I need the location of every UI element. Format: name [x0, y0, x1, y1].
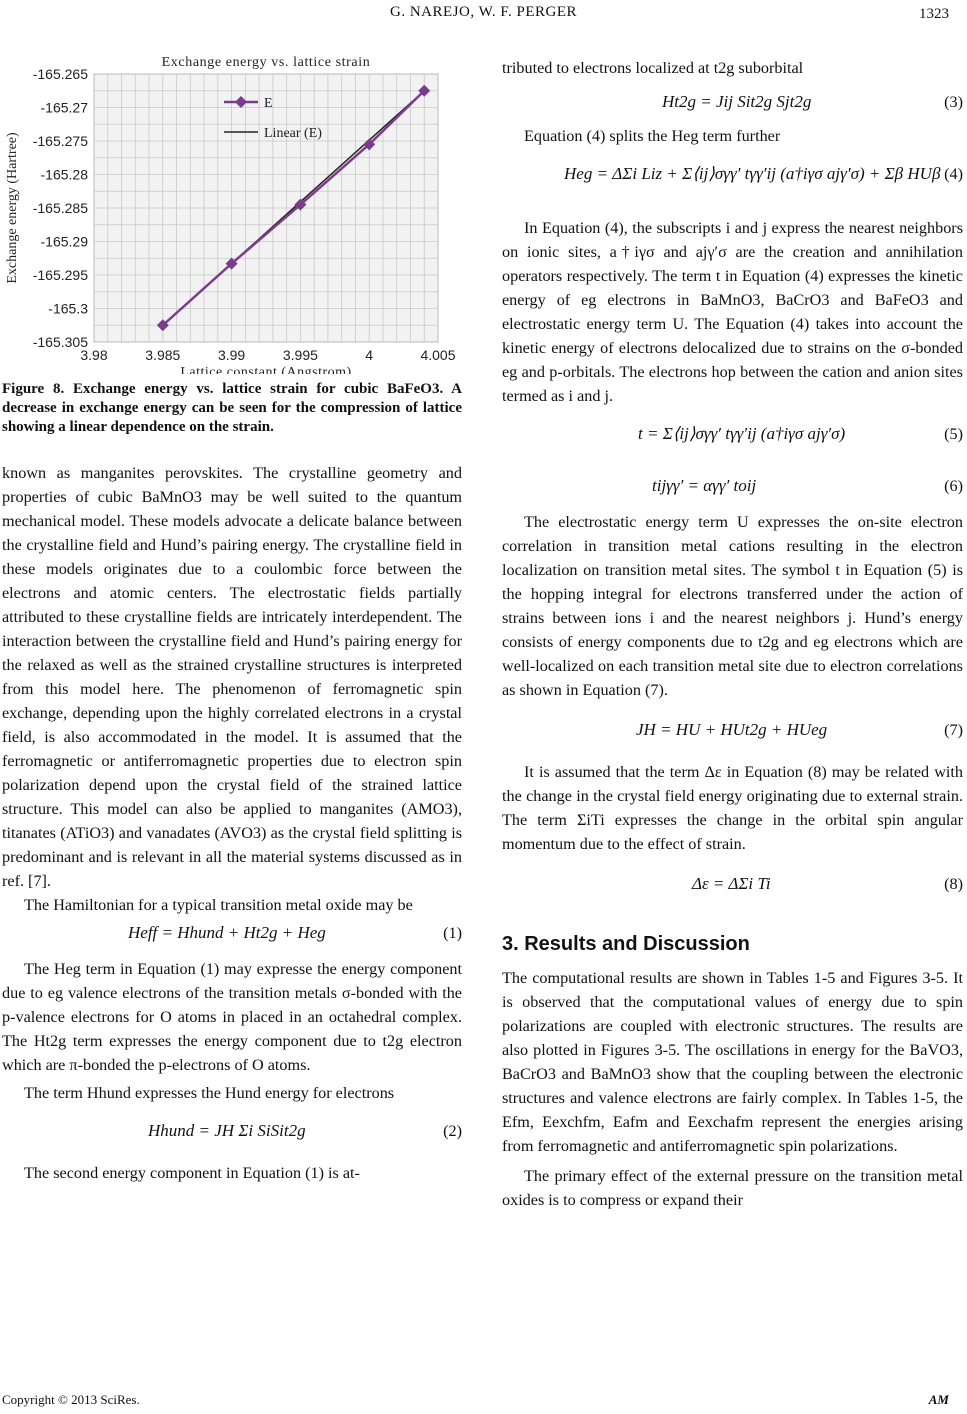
right-paragraph-4: The electrostatic energy term U expresses the on-site electron correlation in transition metal cations resulting in the electron localization on transition metal sites. The symbol t in Equation (5) is the hopping integral for electrons transferred under the action of strains between ions i and the nearest neighbors j. Hund’s energy consists of energy components due to t2g and eg electrons which are well-localized on each transition metal site due to electron correlations as shown in Equation (7).: [502, 513, 963, 699]
equation-5: [502, 408, 963, 464]
equation-4-number: (4): [944, 165, 963, 183]
y-tick-label: -165.265: [32, 66, 88, 82]
equation-8-expression: Δε = ΔΣi Ti: [692, 874, 771, 893]
left-paragraph-4: The term Hhund expresses the Hund energy for electrons: [24, 1084, 395, 1102]
y-tick-label: -165.27: [40, 99, 88, 116]
exchange-energy-chart: [2, 48, 462, 374]
left-paragraph-2: The Hamiltonian for a typical transition metal oxide may be: [24, 896, 413, 914]
legend-label-linear: Linear (E): [264, 126, 322, 141]
equation-1: [2, 917, 462, 957]
equation-1-expression: Heff = Hhund + Ht2g + Heg: [128, 923, 326, 942]
equation-6: [502, 464, 963, 510]
equation-3-expression: Ht2g = Jij Sit2g Sjt2g: [662, 92, 812, 111]
x-tick-label: 3.995: [282, 347, 318, 363]
equation-7: [502, 702, 963, 760]
right-paragraph-2: Equation (4) splits the Heg term further: [524, 127, 781, 145]
figure-caption: Figure 8. Exchange energy vs. lattice strain for cubic BaFeO3. A decrease in exchange energy can be seen for the compression of lattice showing a linear dependence on the strain.: [2, 381, 462, 435]
equation-2-expression: Hhund = JH Σi SiSit2g: [148, 1121, 306, 1140]
equation-2-number: (2): [443, 1122, 462, 1140]
x-tick-label: 4.005: [420, 347, 456, 363]
equation-8-number: (8): [944, 875, 963, 893]
y-tick-label: -165.295: [32, 267, 88, 283]
section-heading: 3. Results and Discussion: [502, 933, 750, 955]
equation-7-expression: JH = HU + HUt2g + HUeg: [636, 720, 828, 739]
running-header: G. NAREJO, W. F. PERGER: [390, 4, 577, 20]
x-axis-label: Lattice constant (Angstrom): [180, 365, 352, 374]
y-axis-label: Exchange energy (Hartree): [5, 132, 20, 284]
right-paragraph-1: tributed to electrons localized at t2g suborbital: [502, 59, 804, 77]
y-tick-label: -165.3: [48, 300, 88, 317]
equation-7-number: (7): [944, 721, 963, 739]
footer-copyright: Copyright © 2013 SciRes.: [2, 1392, 140, 1407]
right-paragraph-5: It is assumed that the term Δε in Equation (8) may be related with the change in the crystal field energy originating due to external strain. The term ΣiTi expresses the change in the orbital spin angular momentum due to the effect of strain.: [502, 763, 963, 853]
left-paragraph-1: known as manganites perovskites. The crystalline geometry and properties of cubic BaMnO3 may be well suited to the quantum mechanical model. These models advocate a delicate balance between the crystalline field and Hund’s pairing energy. The crystalline field in these models originates due to a coulombic force between the electrons and atomic centers. The electrostatic fields partially attributed to these crystalline fields are intricately interdependent. The interaction between the crystalline field and Hund’s pairing energy for the relaxed as well as the strained crystalline structures is interpreted from this model here. The phenomenon of ferromagnetic spin exchange, depending upon the highly correlated electrons in a crystal field, is also accommodated in the model. It is assumed that the ferromagnetic or antiferromagnetic properties due to electron spin polarization depend upon the crystal field of the strained lattice structure. This model can also be applied to manganites (AMO3), titanates (ATiO3) and vanadates (AVO3) as the crystal field splitting is predominant and is relevant in all the material systems discussed as in ref. [7].: [2, 464, 462, 890]
equation-2: [2, 1105, 462, 1161]
left-paragraph-5: The second energy component in Equation (1) is at-: [24, 1164, 360, 1182]
right-paragraph-3: In Equation (4), the subscripts i and j express the nearest neighbors on ionic sites, a†iγσ and ajγ′σ are the creation and annihilation operators respectively. The term t in Equation (4) expresses the kinetic energy of eg electrons in BaMnO3, BaCrO3 and BaFeO3 and electrostatic energy term U. The Equation (4) takes into account the kinetic energy of electrons delocalized due to strains on the σ-bonded eg and p-orbitals. The electrons hop between the cation and anion sites termed as i and j.: [502, 219, 963, 405]
left-column: [2, 380, 462, 1185]
x-tick-label: 3.985: [145, 347, 181, 363]
equation-8: [502, 856, 963, 912]
chart-svg: [2, 48, 462, 374]
y-tick-label: -165.285: [32, 200, 88, 216]
equation-5-number: (5): [944, 425, 963, 443]
y-tick-label: -165.305: [32, 334, 88, 350]
equation-1-number: (1): [443, 924, 462, 942]
page-number: 1323: [919, 6, 949, 22]
x-tick-label: 3.98: [80, 347, 108, 363]
y-tick-label: -165.29: [40, 233, 88, 250]
right-column: [502, 56, 963, 1212]
equation-3-number: (3): [944, 93, 963, 111]
left-paragraph-3: The Heg term in Equation (1) may expresse the energy component due to eg valence electrons of the transition metals σ-bonded with the p-valence electrons for O atoms in placed in an octahedral complex. The Ht2g term expresses the energy component due to t2g electron which are π-bonded the p-electrons of O atoms.: [2, 960, 462, 1074]
y-tick-label: -165.275: [32, 133, 88, 149]
chart-title: Exchange energy vs. lattice strain: [161, 55, 371, 70]
equation-6-number: (6): [944, 477, 963, 495]
legend-label-e: E: [264, 96, 273, 111]
x-tick-label: 4: [365, 347, 374, 363]
y-tick-label: -165.28: [40, 166, 88, 183]
footer-journal: AM: [928, 1392, 949, 1407]
equation-4: [502, 148, 963, 210]
equation-5-expression: t = Σ⟨ij⟩σγγ′ tγγ′ij (a†iγσ ajγ′σ): [638, 424, 846, 443]
right-paragraph-6: The computational results are shown in Tables 1-5 and Figures 3-5. It is observed that the computational values of energy due to spin polarizations are coupled with electronic structures. The results are also plotted in Figures 3-5. The oscillations in energy for the BaVO3, BaCrO3 and BaMnO3 show that the coupling between the electronic structures and valence electrons are fairly complex. In Tables 1-5, the Efm, Eexchfm, Eafm and Eexchafm represent the energies arising from ferromagnetic and antiferromagnetic spin polarizations.: [502, 969, 963, 1155]
equation-4-expression: Heg = ΔΣi Liz + Σ⟨ij⟩σγγ′ tγγ′ij (a†iγσ ajγ′σ) + Σβ HUβ: [564, 164, 941, 183]
equation-3: [502, 80, 963, 124]
right-paragraph-7: The primary effect of the external pressure on the transition metal oxides is to compress or expand their: [502, 1167, 963, 1209]
equation-6-expression: tijγγ′ = αγγ′ toij: [652, 476, 757, 495]
x-tick-label: 3.99: [217, 347, 246, 363]
